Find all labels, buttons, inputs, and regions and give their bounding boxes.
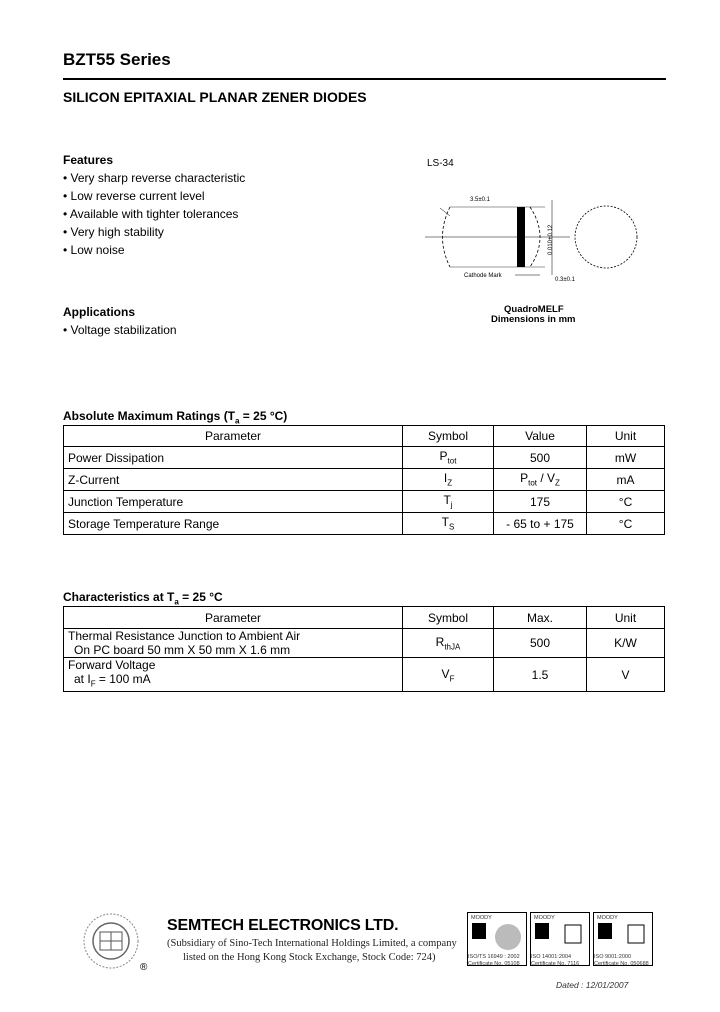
param-cell: Storage Temperature Range [64, 513, 403, 535]
package-caption-2: Dimensions in mm [491, 314, 576, 325]
value-cell: $P_{tot} / V_Z$ [494, 469, 587, 491]
param-cell: Junction Temperature [64, 491, 403, 513]
table-row [64, 491, 665, 513]
features-list [63, 169, 245, 259]
characteristics-table [63, 606, 665, 692]
value-cell: 500 [494, 447, 587, 469]
unit-cell: mW [587, 447, 665, 469]
unit-cell: mA [587, 469, 665, 491]
column-header: Parameter [64, 607, 403, 629]
feature-item: • Low reverse current level [63, 189, 205, 203]
package-drawing [420, 180, 650, 290]
dim-diameter: 3.5±0.1 [470, 197, 490, 203]
package-name: LS-34 [427, 158, 454, 169]
value-cell: 175 [494, 491, 587, 513]
dim-lead: 0.3±0.1 [555, 277, 575, 283]
cert-caption: ISO 9001:2000 [594, 954, 632, 960]
symbol-cell: $I_Z$ [403, 469, 494, 491]
company-subsidiary-line-2: listed on the Hong Kong Stock Exchange, Stock Code: 724) [183, 952, 436, 963]
feature-item: • Very sharp reverse characteristic [63, 171, 246, 185]
characteristics-heading: Characteristics at $T_a = 25$ °C [63, 590, 223, 607]
cathode-label: Cathode Mark [464, 273, 502, 279]
column-header: Unit [587, 426, 665, 447]
cert-caption: ISO/TS 16949 : 2002 [468, 954, 520, 960]
registered-mark: ® [140, 962, 148, 973]
dated-stamp: Dated : 12/01/2007 [556, 980, 629, 990]
param-cell: Thermal Resistance Junction to Ambient Air On PC board 50 mm X 50 mm X 1.6 mm [64, 629, 403, 658]
feature-item: • Very high stability [63, 225, 164, 239]
unit-cell: °C [587, 513, 665, 535]
title-rule [63, 78, 666, 80]
unit-cell: K/W [587, 629, 665, 658]
symbol-cell: $P_{tot}$ [403, 447, 494, 469]
table-header-row [64, 607, 665, 629]
table-row [64, 658, 665, 692]
column-header: Symbol [403, 607, 494, 629]
end-view-circle [575, 206, 637, 268]
column-header: Value [494, 426, 587, 447]
company-subsidiary-line-1: (Subsidiary of Sino-Tech International Holdings Limited, a company [167, 938, 457, 949]
package-caption-1: QuadroMELF [504, 304, 564, 315]
value-cell: 1.5 [494, 658, 587, 692]
feature-item: • Low noise [63, 243, 125, 257]
column-header: Parameter [64, 426, 403, 447]
table-row [64, 629, 665, 658]
company-seal-icon [82, 912, 140, 970]
cert-caption: ISO 14001:2004 [531, 954, 572, 960]
cathode-band [517, 207, 525, 267]
value-cell: - 65 to + 175 [494, 513, 587, 535]
applications-list [63, 321, 177, 339]
symbol-cell: $T_j$ [403, 491, 494, 513]
cert-caption: Certificate No. 050688 [594, 961, 649, 967]
cert-logo-iso-ts: MOODY [467, 912, 527, 966]
abs-max-heading: Absolute Maximum Ratings ($T_a = 25$ °C) [63, 409, 288, 426]
column-header: Max. [494, 607, 587, 629]
applications-heading: Applications [63, 305, 136, 319]
symbol-cell: $V_F$ [403, 658, 494, 692]
cert-logo-iso-9001: MOODY [593, 912, 653, 966]
table-header-row [64, 426, 665, 447]
document-title: BZT55 Series [63, 50, 171, 69]
param-cell: Z-Current [64, 469, 403, 491]
table-row [64, 513, 665, 535]
unit-cell: V [587, 658, 665, 692]
param-cell: Forward Voltage at $I_F = 100$ mA [64, 658, 403, 692]
table-row [64, 447, 665, 469]
cert-logo-iso-14001: MOODY [530, 912, 590, 966]
features-heading: Features [63, 153, 114, 167]
cert-caption: Certificate No. 05108 [468, 961, 520, 967]
symbol-cell: $T_S$ [403, 513, 494, 535]
value-cell: 500 [494, 629, 587, 658]
cert-caption: Certificate No. 7116 [531, 961, 580, 967]
company-name: SEMTECH ELECTRONICS LTD. [167, 917, 399, 934]
document-subtitle: SILICON EPITAXIAL PLANAR ZENER DIODES [63, 89, 367, 105]
column-header: Symbol [403, 426, 494, 447]
dim-length: 0.010+0.12 [548, 224, 554, 255]
column-header: Unit [587, 607, 665, 629]
param-cell: Power Dissipation [64, 447, 403, 469]
abs-max-table [63, 425, 665, 535]
unit-cell: °C [587, 491, 665, 513]
table-row [64, 469, 665, 491]
feature-item: • Available with tighter tolerances [63, 207, 239, 221]
application-item: • Voltage stabilization [63, 323, 177, 337]
symbol-cell: $R_{thJA}$ [403, 629, 494, 658]
